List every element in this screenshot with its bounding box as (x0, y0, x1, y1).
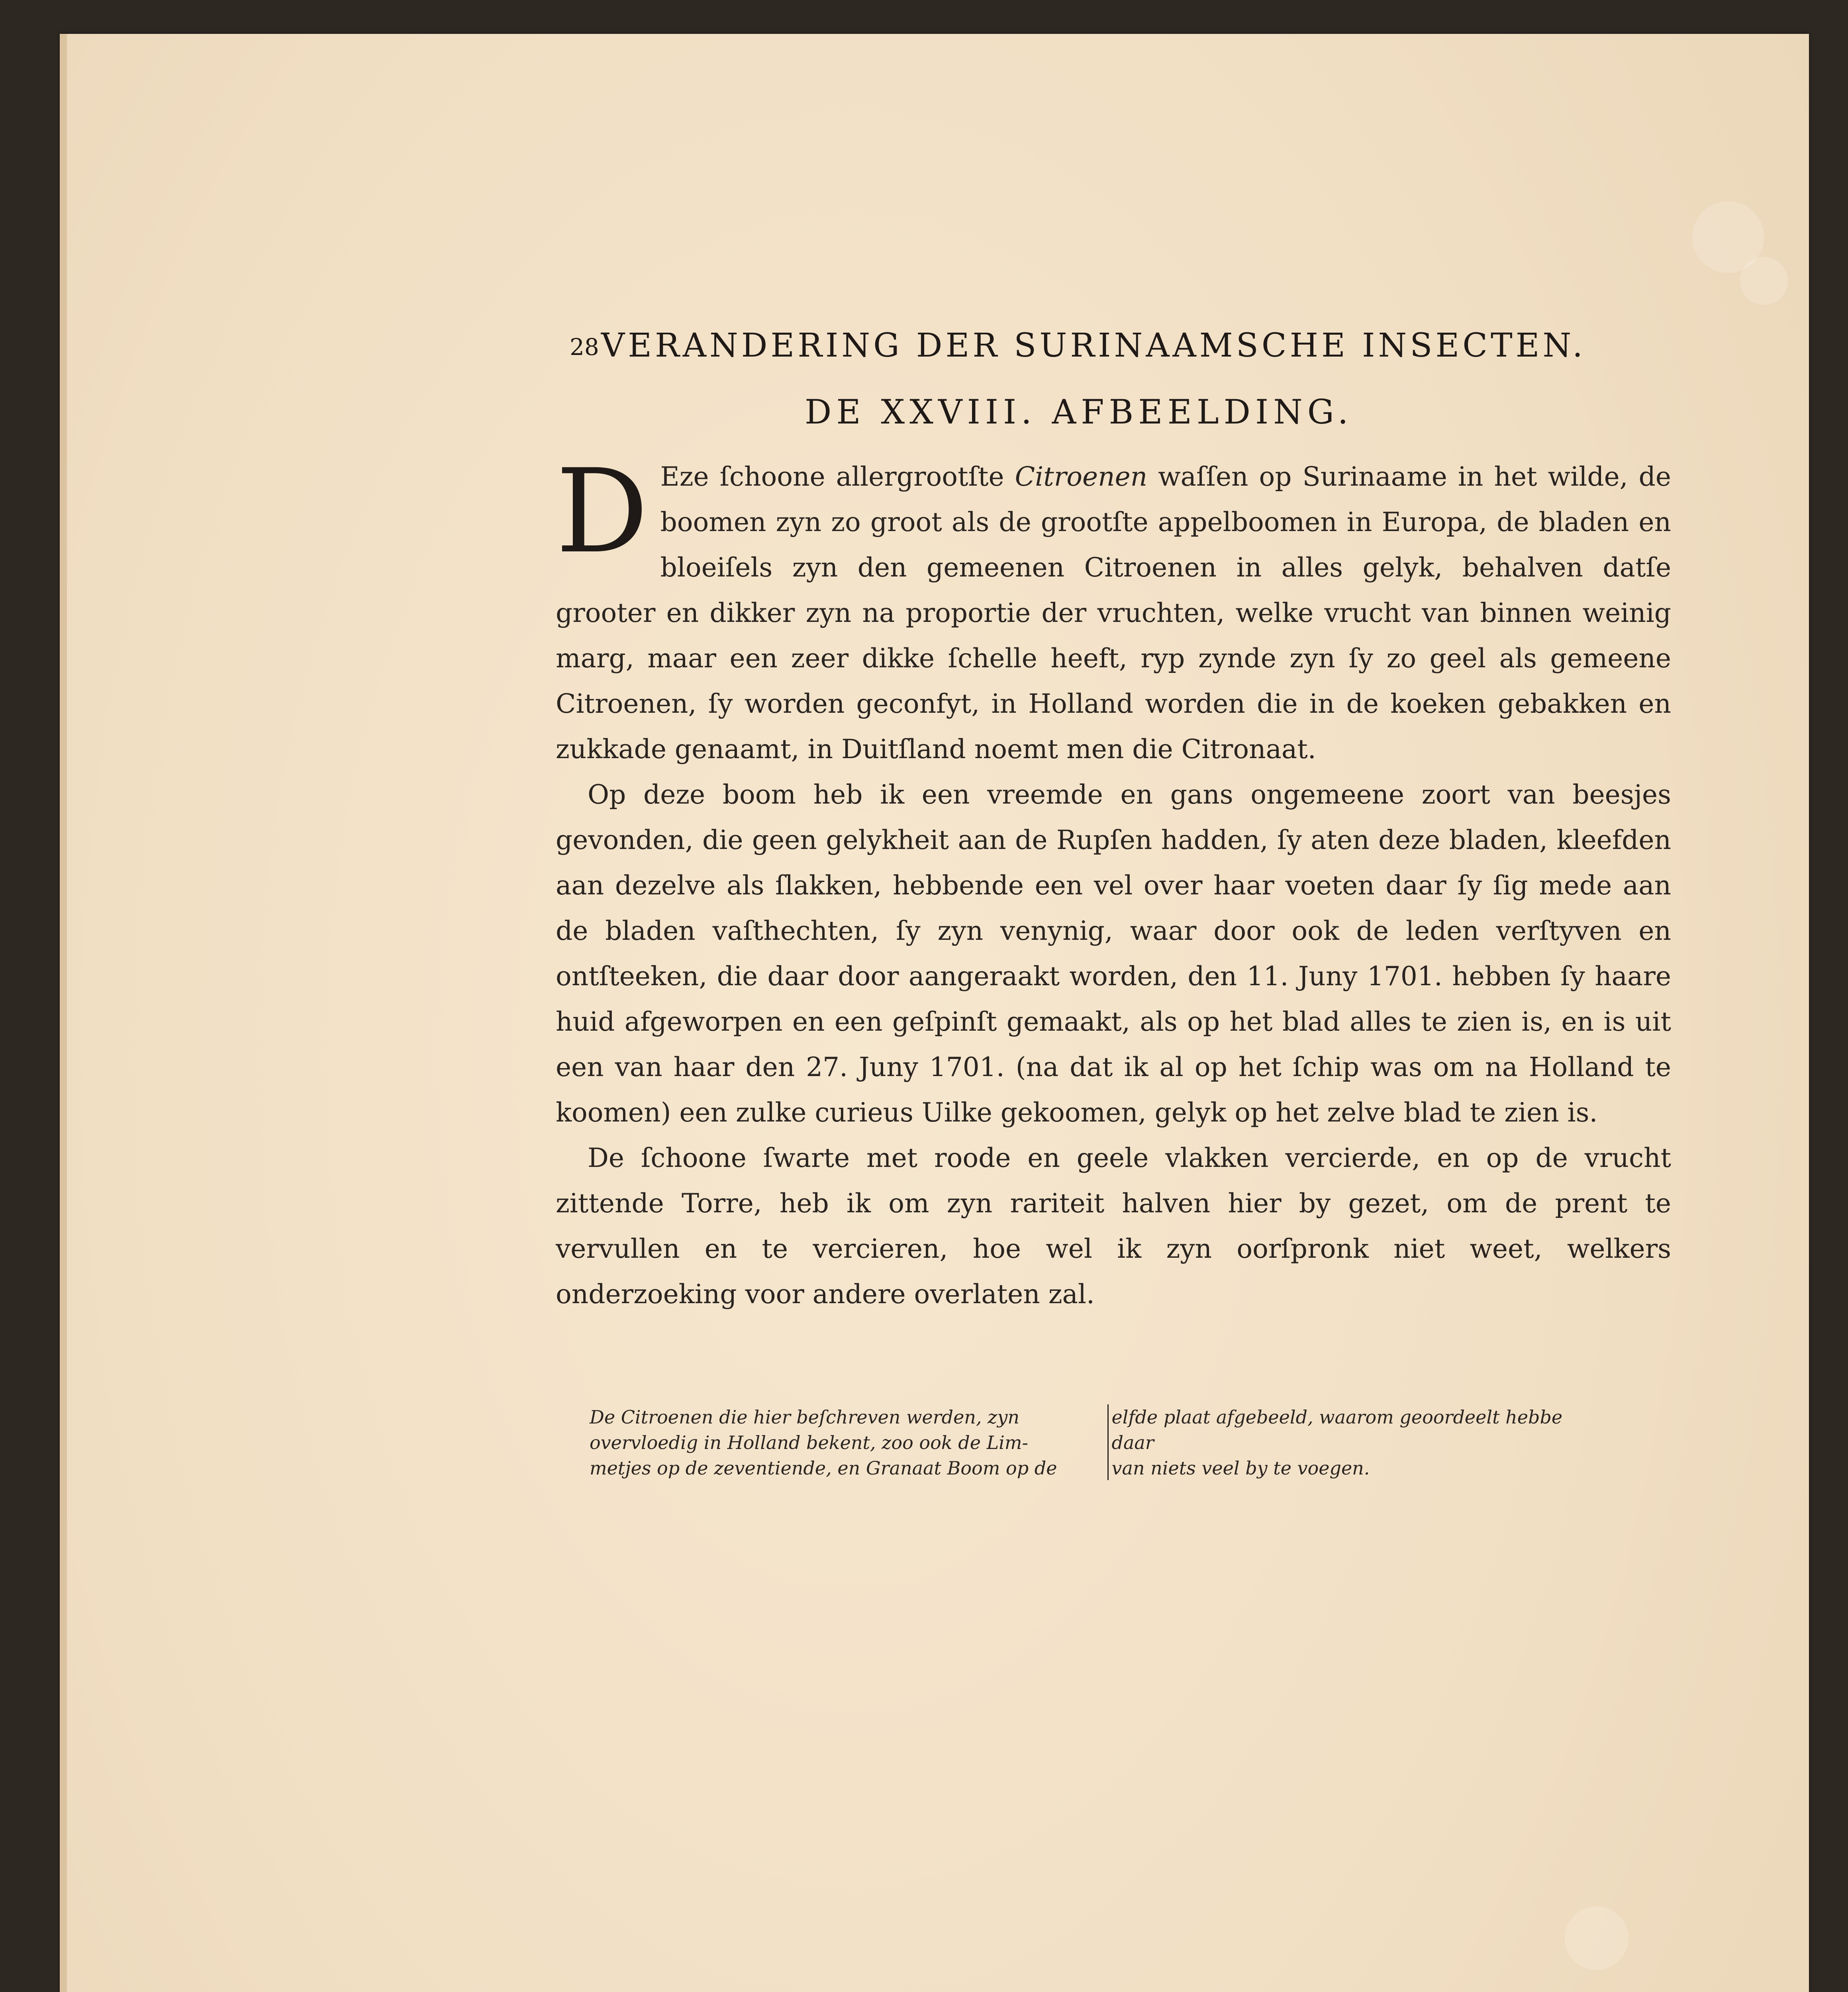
column-divider (1107, 1404, 1109, 1480)
footnote-right-column (1112, 1404, 1610, 1481)
footnote-left-column (590, 1404, 1104, 1481)
footnote-block (590, 1404, 1609, 1481)
paragraph-2: Op deze boom heb ik een vreemde en gans ongemeene zoort van beesjes gevonden, die geen gelykheit aan de Rupſen hadden, ſy aten deze bladen, kleefden aan dezelve als ſlakken, hebbende een vel over haar voeten daar ſy ſig mede aan de bladen vaſthechten, ſy zyn venynig, waar door ook de leden verſtyven en ontſteeken, die daar door aangeraakt worden, den 11. Juny 1701. hebben ſy haare huid afgeworpen en een geſpinſt gemaakt, als op het blad alles te zien is, en is uit een van haar den 27. Juny 1701. (na dat ik al op het ſchip was om na Holland te koomen) een zulke curieus Uilke gekoomen, gelyk op het zelve blad te zien is. (556, 779, 1671, 1128)
drop-cap: D (556, 445, 649, 579)
italic-term: Citroenen (1015, 461, 1148, 492)
footnote-line: metjes op de zeventiende, en Granaat Boom op de (590, 1457, 1057, 1479)
body-text (556, 445, 1671, 1317)
running-title: VERANDERING DER SURINAAMSCHE INSECTEN. (601, 327, 1586, 365)
paragraph-1-start: Eze ſchoone allergrootſte (660, 461, 1015, 492)
plate-title: DE XXVIII. AFBEELDING. (805, 392, 1353, 431)
footnote-line: van niets veel by te voegen. (1111, 1457, 1370, 1479)
paragraph-3: De ſchoone ſwarte met roode en geele vlakken vercierde, en op de vrucht zittende Torre, heb ik om zyn rariteit halven hier by gezet, om de prent te vervullen en te vercieren, hoe wel ik zyn oorſpronk niet weet, welkers onderzoeking voor andere overlaten zal. (556, 1143, 1671, 1310)
footnote-line: elfde plaat afgebeeld, waarom geoordeelt hebbe daar (1111, 1406, 1563, 1453)
running-header (570, 327, 1685, 365)
paragraph-1-rest: waſſen op Surinaame in het wilde, de boomen zyn zo groot als de grootſte appelboomen in Europa, de bladen en bloeiſels zyn den gemeenen Citroenen in alles gelyk, behalven datſe grooter en dikker zyn na proportie der vruchten, welke vrucht van binnen weinig marg, maar een zeer dikke ſchelle heeft, ryp zynde zyn ſy zo geel als gemeene Citroenen, ſy worden geconfyt, in Holland worden die in de koeken gebakken en zukkade genaamt, in Duitſland noemt men die Citronaat. (556, 461, 1671, 765)
paper-stain (1565, 1906, 1629, 1970)
paper-stain (1740, 257, 1788, 305)
paragraph-1 (556, 445, 1671, 772)
footnote-line: De Citroenen die hier beſchreven werden, zyn (590, 1406, 1020, 1428)
page-number: 28 (570, 333, 599, 361)
footnote-line: overvloedig in Holland bekent, zoo ook de Lim- (590, 1432, 1029, 1453)
